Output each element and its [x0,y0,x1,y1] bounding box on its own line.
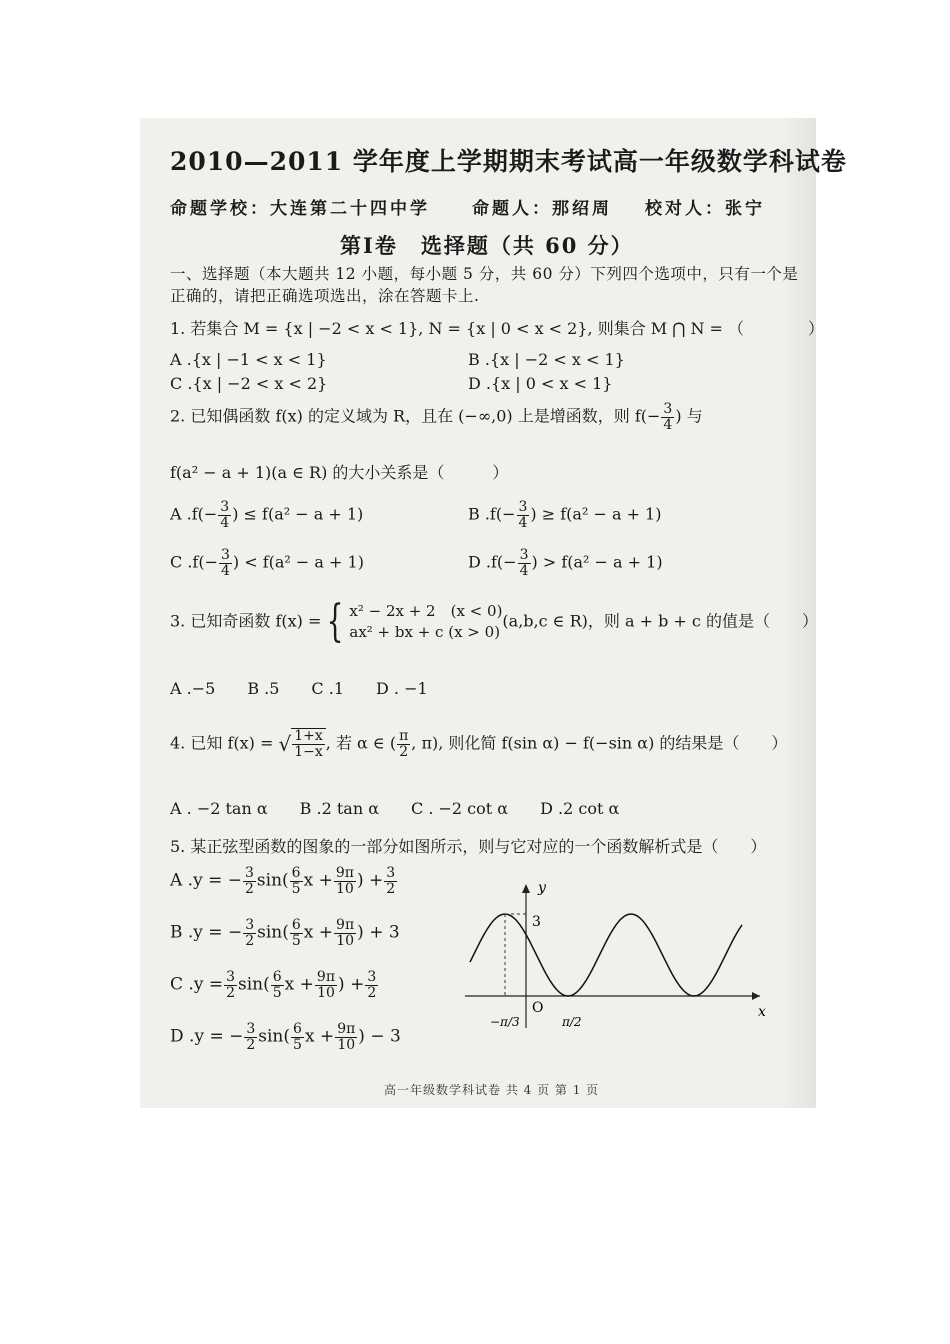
y-axis-label: y [538,880,546,896]
q5-option-a: A .y = − $\frac{3}{2}$ sin( $\frac{6}{5}$ x + $\frac{9\pi}{10}$ ) + $\frac{3}{2}$ [170,865,396,897]
fraction: $\frac{3}{2}$ [386,865,396,897]
x-axis-arrow-icon [752,992,760,1000]
q2-fraction: $\frac{3}{4}$ [663,401,673,433]
sqrt-icon: √ [278,732,292,757]
q3-options: A .−5 B .5 C .1 D . −1 [170,679,428,698]
right-tick-label: π/2 [562,1015,582,1029]
q2-option-c: C .f(− $\frac{3}{4}$ ) < f(a² − a + 1) [170,547,364,579]
q2-stem [170,402,703,432]
fraction: $\frac{6}{5}$ [293,1021,302,1053]
q2-option-d: D .f(− $\frac{3}{4}$ ) > f(a² − a + 1) [468,547,663,579]
x-axis-label: x [758,1004,766,1020]
fraction: $\frac{6}{5}$ [291,917,301,949]
q5-option-c: C .y = $\frac{3}{2}$ sin( $\frac{6}{5}$ x + $\frac{9\pi}{10}$ ) + $\frac{3}{2}$ [170,969,377,1001]
fraction: $\frac{9\pi}{10}$ [337,1021,356,1053]
q2-option-b: B .f(− $\frac{3}{4}$ ) ≥ f(a² − a + 1) [468,499,662,531]
q1-option-d: D .{x | 0 < x < 1} [468,374,613,393]
q2-stem-end: ) 与 [675,406,703,426]
q4-stem: 4. 已知 f(x) = √ $\frac{1+x}{1-x}$ , 若 α ∈ ( $\frac{\pi}{2}$ , π), 则化简 f(sin α) − f(−sin α) 的结果是（ ） [170,728,788,760]
part-title: 第Ⅰ卷 选择题（共 60 分） [340,233,634,258]
q1-option-c: C .{x | −2 < x < 2} [170,374,328,393]
q2-stem-line-2: f(a² − a + 1)(a ∈ R) 的大小关系是（ ） [170,463,509,482]
fraction: $\frac{3}{2}$ [245,917,255,949]
instructions-line-1: 一、选择题（本大题共 12 小题，每小题 5 分，共 60 分）下列四个选项中，只有一个是 [170,265,799,283]
fraction: $\frac{3}{2}$ [226,969,235,1001]
fraction: $\frac{9\pi}{10}$ [335,865,354,897]
sine-curve [470,914,742,996]
fraction: $\frac{3}{2}$ [367,969,377,1001]
q1-option-a: A .{x | −1 < x < 1} [170,350,327,369]
page-footer: 高一年级数学科试卷 共 4 页 第 1 页 [384,1083,600,1097]
q3-stem: 3. 已知奇函数 f(x) = { x² − 2x + 2 (x < 0) ax² + bx + c (x > 0) (a,b,c ∈ R)，则 a + b + c 的值是（ ） [170,596,818,647]
q1-stem: 1. 若集合 M = {x | −2 < x < 1}, N = {x | 0 < x < 2}, 则集合 M ⋂ N = （ ） [170,319,825,338]
origin-label: O [532,1000,544,1016]
author-label: 命题人：那绍周 [472,199,612,219]
fraction: $\frac{3}{2}$ [244,865,254,897]
fraction: $\frac{6}{5}$ [291,865,301,897]
left-tick-label: −π/3 [490,1015,520,1029]
checker-label: 校对人：张宁 [645,199,765,219]
q5-option-b: B .y = − $\frac{3}{2}$ sin( $\frac{6}{5}$ x + $\frac{9\pi}{10}$ ) + 3 [170,917,400,949]
y-axis-arrow-icon [522,884,530,893]
max-value-label: 3 [532,914,541,930]
q5-stem: 5. 某正弦型函数的图象的一部分如图所示，则与它对应的一个函数解析式是（ ） [170,837,767,856]
q4-options: A . −2 tan α B .2 tan α C . −2 cot α D .2 cot α [170,799,620,818]
school-label: 命题学校：大连第二十四中学 [170,199,430,219]
q5-option-d: D .y = − $\frac{3}{2}$ sin( $\frac{6}{5}$ x + $\frac{9\pi}{10}$ ) − 3 [170,1021,401,1053]
sine-graph [460,878,770,1038]
fraction: $\frac{9\pi}{10}$ [336,917,355,949]
q2-stem-text: 2. 已知偶函数 f(x) 的定义域为 R，且在 (−∞,0) 上是增函数，则 f(− [170,406,661,426]
fraction: $\frac{9\pi}{10}$ [316,969,336,1001]
q3-piecewise: x² − 2x + 2 (x < 0) ax² + bx + c (x > 0) [349,602,503,641]
instructions-line-2: 正确的，请把正确选项选出，涂在答题卡上. [170,287,480,305]
q1-option-b: B .{x | −2 < x < 1} [468,350,625,369]
q2-option-a: A .f(− $\frac{3}{4}$ ) ≤ f(a² − a + 1) [170,499,364,531]
exam-title: 2010—2011 学年度上学期期末考试高一年级数学科试卷 [170,147,847,176]
fraction: $\frac{6}{5}$ [272,969,282,1001]
fraction: $\frac{3}{2}$ [246,1021,256,1053]
